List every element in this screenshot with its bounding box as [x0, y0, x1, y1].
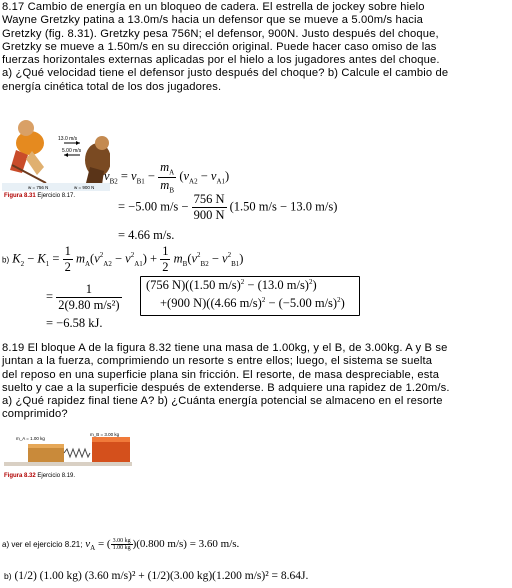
fig-8-31-label-w1: w = 756 N: [28, 185, 49, 190]
sol-817a-prefix: = −5.00 m/s −: [118, 199, 189, 214]
equation-kinetic-result: = −6.58 kJ.: [46, 316, 103, 330]
figure-8-31-caption-text: Ejercicio 8.17.: [37, 193, 76, 199]
fig-8-32-label-b: m_B = 3.00 kg: [90, 432, 120, 437]
fig-8-32-label-a: m_A = 1.00 kg: [16, 436, 45, 441]
sol-819a-frac-den: 1.00 kg: [112, 545, 131, 551]
sol-817b-frac-den: 2(9.80 m/s²): [58, 298, 120, 312]
sol-819b-expr: (1/2) (1.00 kg) (3.60 m/s)² + (1/2)(3.00 kg)(1.200 m/s)² = 8.64J.: [14, 570, 309, 582]
sol-819a-frac-num: 3.00 kg: [112, 538, 131, 544]
equation-v-a: a) ver el ejercicio 8.21; $v_A$ = ( $\frac{3.00 kg}{1.00 kg}$ )(0.800 m/s) = 3.60 m/s.: [2, 538, 240, 553]
equation-kinetic-change: b) $K_2 - K_1$ = $\frac{1}{2}$ $m_A(v^2_{A2} - v^2_{A1})$ + $\frac{1}{2}$ $m_B(v^2_{B2} - v^2_{B1})$: [2, 244, 244, 274]
figure-8-31-illustration: [2, 115, 110, 191]
sol-817a-frac-num: 756 N: [193, 192, 225, 206]
sol-817b-label: b): [2, 255, 10, 265]
sol-819a-prefix: a) ver el ejercicio 8.21;: [2, 540, 83, 550]
equation-bracket-line1: (756 N)((1.50 m/s)$^2$ − (13.0 m/s)$^2$): [146, 278, 317, 293]
fig-8-31-label-v2: 5.00 m/s: [62, 148, 82, 154]
equation-v-b2-numeric: [118, 192, 337, 223]
figure-8-32-caption: [4, 473, 75, 479]
figure-8-31-caption: [4, 193, 75, 199]
fig-8-31-label-v1: 13.0 m/s: [58, 136, 78, 142]
figure-8-32-illustration: [4, 432, 132, 466]
problem-8-17-text: 8.17 Cambio de energía en un bloqueo de cadera. El estrella de jockey sobre hielo Wayne Gretzky patina a 13.0m/s hacia un defensor que se mueve a 5.00m/s hacia Gretzky (fig. 8.31). Gretzky pesa 756N; el defensor, 900N. Justo después del choque, Gretzky se mueve a 1.50m/s en su dirección original. Puede hacer caso omiso de las fuerzas horizontales externas aplicadas por el hielo a los jugadores antes del choque. a) ¿Qué velocidad tiene el defensor justo después del choque? b) Calcule el cambio de energía cinética total de los dos jugadores.: [2, 1, 449, 93]
sol-817a-frac-den: 900 N: [193, 208, 225, 222]
equation-kinetic-numeric-lead: = $\frac{1}{\text{2(9.80 m/s²)}}$: [46, 282, 120, 312]
figure-8-32-caption-text: Ejercicio 8.19.: [37, 473, 76, 479]
equation-v-b2-result: = 4.66 m/s.: [118, 228, 175, 242]
equation-spring-energy: [4, 570, 308, 582]
equation-v-b2: $v_{B2} = v_{B1}$ − $\frac{m_A}{m_B}$ $(v_{A2} - v_{A1})$: [104, 160, 230, 194]
sol-819b-label: b): [4, 571, 12, 581]
sol-817a-suffix: (1.50 m/s − 13.0 m/s): [229, 199, 338, 214]
figure-8-32-caption-label: Figura 8.32: [4, 473, 36, 479]
fig-8-31-label-w2: w = 900 N: [74, 185, 95, 190]
figure-8-31-caption-label: Figura 8.31: [4, 193, 36, 199]
equation-bracket-line2: +(900 N)((4.66 m/s)$^2$ − (−5.00 m/s)$^2$): [160, 296, 345, 311]
sol-819a-suffix: (0.800 m/s) = 3.60 m/s.: [136, 538, 240, 551]
problem-8-19-text: 8.19 El bloque A de la figura 8.32 tiene una masa de 1.00kg, y el B, de 3.00kg. A y B se juntan a la fuerza, comprimiendo un resorte s entre ellos; luego, el sistema se suelta del reposo en una superficie plana sin fricción. El resorte, de masa despreciable, esta suelto y cae a la superficie después de extenderse. B adquiere una rapidez de 1.20m/s. a) ¿Qué rapidez final tiene A? b) ¿Cuánta energía potencial se almaceno en el resorte comprimido?: [2, 342, 450, 421]
